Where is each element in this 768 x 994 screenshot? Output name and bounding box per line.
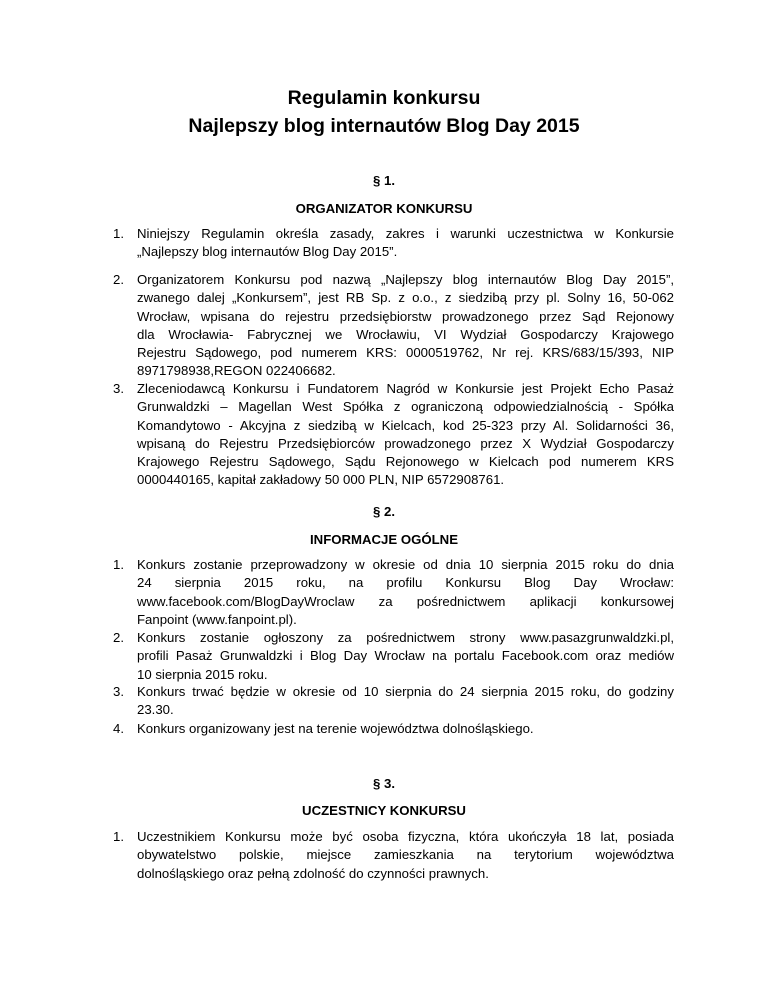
item-line: Konkurs zostanie ogłoszony za pośrednictwem strony www.pasazgrunwaldzki.pl,: [137, 630, 674, 645]
item-line: Krajowego Rejestru Sądowego, Sądu Rejonowego w Kielcach pod numerem KRS: [137, 454, 674, 470]
item-line: Fanpoint (www.fanpoint.pl).: [137, 611, 297, 627]
section-1-heading: ORGANIZATOR KONKURSU: [295, 201, 473, 216]
section-3-item-1: [113, 828, 674, 883]
item-line: „Najlepszy blog internautów Blog Day 2015”.: [137, 244, 398, 260]
item-line: Wrocław, wpisana do rejestru przedsiębiorstw prowadzonego przez Sąd Rejonowy: [137, 308, 674, 324]
item-line: Konkurs organizowany jest na terenie województwa dolnośląskiego.: [137, 721, 534, 736]
item-line: Komandytowo - Akcyjna z siedzibą w Kielcach, kod 25-323 przy Al. Solidarności 36,: [137, 417, 674, 433]
section-1-item-1: [113, 225, 674, 262]
section-3-number: § 3.: [373, 776, 395, 791]
item-number: 1.: [113, 829, 124, 844]
item-line: Organizatorem Konkursu pod nazwą „Najlepszy blog internautów Blog Day 2015”,: [137, 272, 674, 287]
item-line: 0000440165, kapitał zakładowy 50 000 PLN, NIP 6572908761.: [137, 472, 505, 488]
section-2-heading: INFORMACJE OGÓLNE: [310, 532, 458, 547]
item-line: www.facebook.com/BlogDayWroclaw za pośrednictwem aplikacji konkursowej: [137, 593, 674, 609]
item-line: Niniejszy Regulamin określa zasady, zakres i warunki uczestnictwa w Konkursie: [137, 226, 674, 241]
item-number: 3.: [113, 381, 124, 396]
section-1-number: § 1.: [373, 173, 395, 188]
item-line: profili Pasaż Grunwaldzki i Blog Day Wrocław na portalu Facebook.com oraz mediów: [137, 648, 674, 664]
section-2-item-2: [113, 629, 674, 684]
item-line: Uczestnikiem Konkursu może być osoba fizyczna, która ukończyła 18 lat, posiada: [137, 829, 674, 844]
document-title-line-1: Regulamin konkursu: [287, 87, 481, 109]
section-2-item-1: [113, 556, 674, 629]
section-2-item-4: [113, 720, 674, 738]
item-line: obywatelstwo polskie, miejsce zamieszkania na terytorium województwa: [137, 847, 674, 863]
section-3-heading: UCZESTNICY KONKURSU: [302, 803, 466, 818]
item-line: dla Wrocławia- Fabrycznej we Wrocławiu, VI Wydział Gospodarczy Krajowego: [137, 326, 674, 342]
item-line: 24 sierpnia 2015 roku, na profilu Konkursu Blog Day Wrocław:: [137, 575, 674, 591]
item-number: 1.: [113, 226, 124, 241]
item-line: dolnośląskiego oraz pełną zdolność do czynności prawnych.: [137, 865, 489, 881]
item-line: Konkurs trwać będzie w okresie od 10 sierpnia do 24 sierpnia 2015 roku, do godziny: [137, 684, 674, 699]
section-1-item-3: [113, 380, 674, 490]
item-line: Grunwaldzki – Magellan West Spółka z ograniczoną odpowiedzialnością - Spółka: [137, 399, 674, 415]
item-line: 10 sierpnia 2015 roku.: [137, 666, 268, 682]
item-number: 2.: [113, 630, 124, 645]
item-number: 4.: [113, 721, 124, 736]
item-number: 2.: [113, 272, 124, 287]
item-line: 8971798938,REGON 022406682.: [137, 363, 336, 379]
item-line: 23.30.: [137, 702, 174, 718]
item-number: 1.: [113, 557, 124, 572]
item-line: Rejestru Sądowego, pod numerem KRS: 0000519762, Nr rej. KRS/683/15/393, NIP: [137, 345, 674, 361]
item-line: Zleceniodawcą Konkursu i Fundatorem Nagród w Konkursie jest Projekt Echo Pasaż: [137, 381, 674, 396]
section-2-item-3: [113, 683, 674, 720]
section-2-number: § 2.: [373, 504, 395, 519]
item-number: 3.: [113, 684, 124, 699]
item-line: wpisaną do Rejestru Przedsiębiorców prowadzonego przez X Wydział Gospodarczy: [137, 435, 674, 451]
document-title-line-2: Najlepszy blog internautów Blog Day 2015: [188, 115, 580, 137]
section-1-item-2: [113, 271, 674, 381]
item-line: Konkurs zostanie przeprowadzony w okresie od dnia 10 sierpnia 2015 roku do dnia: [137, 557, 674, 572]
item-line: zwanego dalej „Konkursem”, jest RB Sp. z o.o., z siedzibą przy pl. Solny 16, 50-062: [137, 290, 674, 306]
